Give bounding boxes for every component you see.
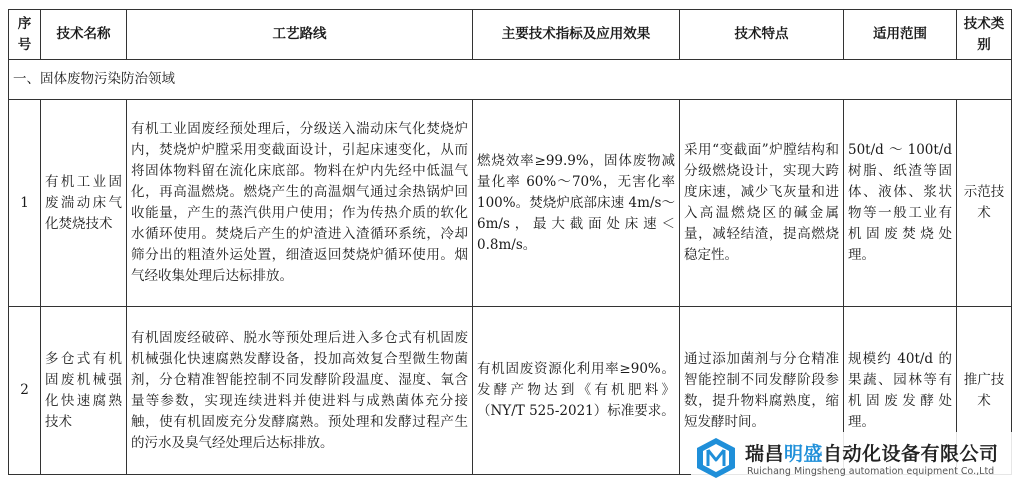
company-name-en: Ruichang Mingsheng automation equipment Co.,Ltd <box>747 466 995 477</box>
row-process: 有机固废经破碎、脱水等预处理后进入多仓式有机固废机械强化快速腐熟发酵设备，投加高效复合型微生物菌剂，分仓精准智能控制不同发酵阶段温度、湿度、氧含量等参数，实现连续进料并使进料与成熟菌体充分接触，使有机固废充分发酵腐熟。预处理和发酵过程产生的污水及臭气经处理后达标排放。 <box>127 307 473 475</box>
row-name: 多仓式有机固废机械强化快速腐熟技术 <box>41 307 127 475</box>
row-scope: 50t/d～100t/d 树脂、纸渣等固体、液体、浆状物等一般工业有机固废焚烧处理。 <box>844 100 957 307</box>
row-indicators: 有机固废资源化利用率≥90%。发酵产物达到《有机肥料》（NY/T 525-2021）标准要求。 <box>473 307 680 475</box>
row-category: 推广技术 <box>957 307 1012 475</box>
company-name-suffix: 自动化设备有限公司 <box>823 443 999 465</box>
company-name <box>745 439 999 466</box>
header-process: 工艺路线 <box>127 10 473 60</box>
company-name-highlight: 明盛 <box>784 443 824 465</box>
row-process: 有机工业固废经预处理后，分级送入湍动床气化焚烧炉内，焚烧炉炉膛采用变截面设计，引起床速变化，从而将固体物料留在流化床底部。物料在炉内先经中低温气化，再高温燃烧。燃烧产生的高温烟气通过余热锅炉回收能量，产生的蒸汽供用户使用；作为传热介质的软化水循环使用。焚烧后产生的炉渣进入渣循环系统，冷却筛分出的粗渣外运处置，细渣返回焚烧炉循环使用。烟气经收集处理后达标排放。 <box>127 100 473 307</box>
header-no: 序号 <box>9 10 41 60</box>
table-row <box>9 100 1012 307</box>
row-name: 有机工业固废湍动床气化焚烧技术 <box>41 100 127 307</box>
company-name-prefix: 瑞昌 <box>745 443 785 465</box>
row-no: 2 <box>9 307 41 475</box>
section-title: 一、固体废物污染防治领域 <box>9 60 1012 100</box>
row-features: 通过添加菌剂与分仓精准智能控制不同发酵阶段参数，提升物料腐熟度，缩短发酵时间。 <box>680 307 844 475</box>
row-features: 采用“变截面”炉膛结构和分级燃烧设计，实现大跨度床速，减少飞灰量和进入高温燃烧区的碱金属量，减轻结渣，提高燃烧稳定性。 <box>680 100 844 307</box>
hexagon-logo-icon <box>693 436 739 480</box>
header-indicators: 主要技术指标及应用效果 <box>473 10 680 60</box>
header-scope: 适用范围 <box>844 10 957 60</box>
company-watermark <box>691 432 1019 484</box>
header-name: 技术名称 <box>41 10 127 60</box>
section-row <box>9 60 1012 100</box>
header-category: 技术类别 <box>957 10 1012 60</box>
table-header-row <box>9 10 1012 60</box>
row-no: 1 <box>9 100 41 307</box>
technology-table <box>8 9 1012 475</box>
row-indicators: 燃烧效率≥99.9%，固体废物减量化率 60%～70%，无害化率 100%。焚烧炉底部床速 4m/s～6m/s，最大截面处床速＜0.8m/s。 <box>473 100 680 307</box>
header-features: 技术特点 <box>680 10 844 60</box>
row-category: 示范技术 <box>957 100 1012 307</box>
row-scope: 规模约 40t/d 的果蔬、园林等有机固废发酵处理。 <box>844 307 957 475</box>
